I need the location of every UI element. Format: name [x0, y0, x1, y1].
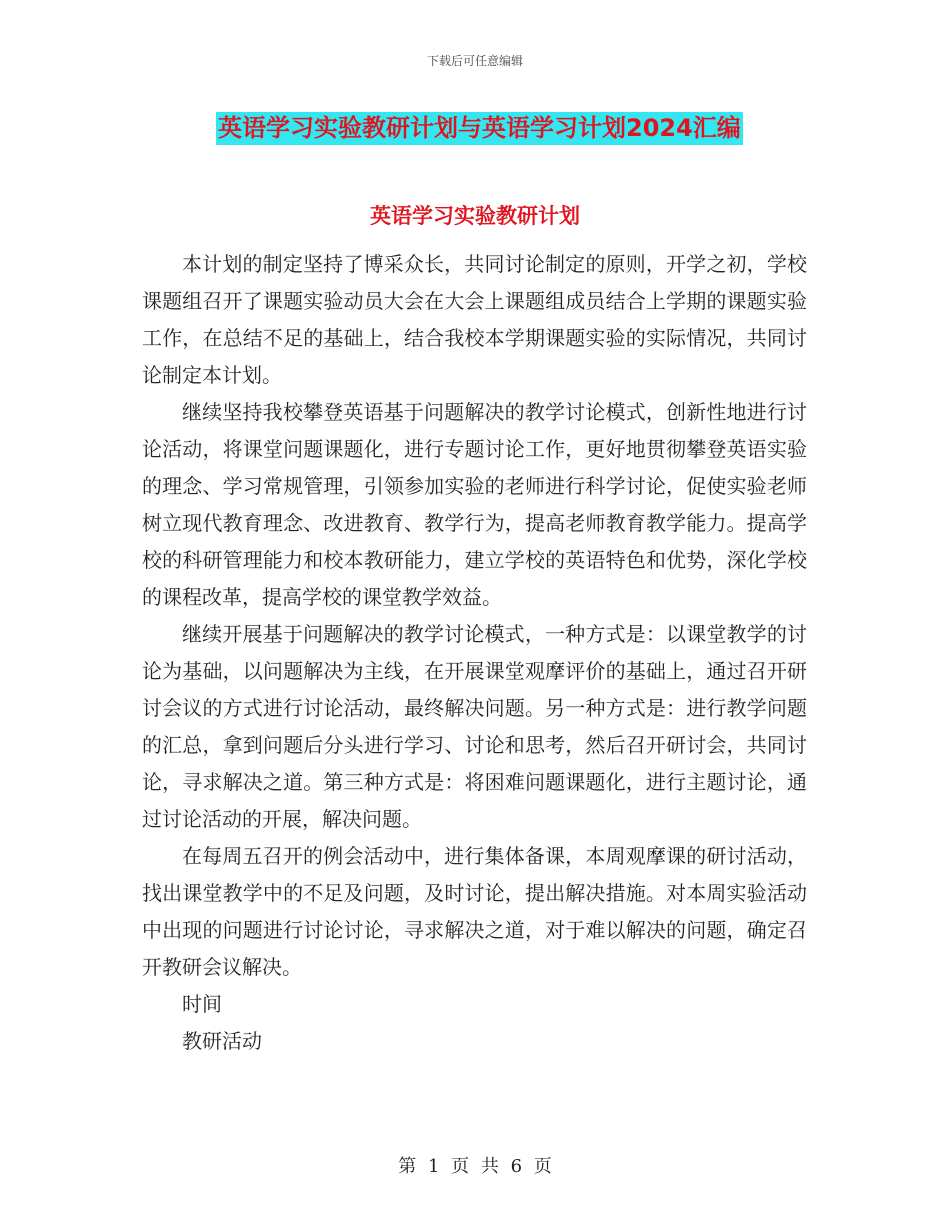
paragraph: 继续开展基于问题解决的教学讨论模式，一种方式是：以课堂教学的讨论为基础，以问题解决为主线，在开展课堂观摩评价的基础上，通过召开研讨会议的方式进行讨论活动，最终解决问题。另一种方式是：进行教学问题的汇总，拿到问题后分头进行学习、讨论和思考，然后召开研讨会，共同讨论，寻求解决之道。第三种方式是：将困难问题课题化，进行主题讨论，通过讨论活动的开展，解决问题。 [142, 622, 807, 831]
header-note: 下载后可任意编辑 [426, 54, 523, 68]
section-title: 英语学习实验教研计划 [370, 204, 580, 228]
label-activity: 教研活动 [182, 1029, 262, 1053]
paragraph: 继续坚持我校攀登英语基于问题解决的教学讨论模式，创新性地进行讨论活动，将课堂问题课题化，进行专题讨论工作，更好地贯彻攀登英语实验的理念、学习常规管理，引领参加实验的老师进行科学讨论，促使实验老师树立现代教育理念、改进教育、教学行为，提高老师教育教学能力。提高学校的科研管理能力和校本教研能力，建立学校的英语特色和优势，深化学校的课程改革，提高学校的课堂教学效益。 [142, 400, 807, 609]
label-time: 时间 [182, 992, 222, 1016]
document-body [142, 246, 807, 1060]
paragraph: 在每周五召开的例会活动中，进行集体备课，本周观摩课的研讨活动，找出课堂教学中的不足及问题，及时讨论，提出解决措施。对本周实验活动中出现的问题进行讨论讨论，寻求解决之道，对于难以解决的问题，确定召开教研会议解决。 [142, 844, 807, 979]
paragraph: 本计划的制定坚持了博采众长，共同讨论制定的原则，开学之初，学校课题组召开了课题实验动员大会在大会上课题组成员结合上学期的课题实验工作，在总结不足的基础上，结合我校本学期课题实验的实际情况，共同讨论制定本计划。 [142, 252, 807, 387]
document-title: 英语学习实验教研计划与英语学习计划2024汇编 [216, 112, 743, 145]
page-number: 第 1 页 共 6 页 [398, 1156, 552, 1177]
